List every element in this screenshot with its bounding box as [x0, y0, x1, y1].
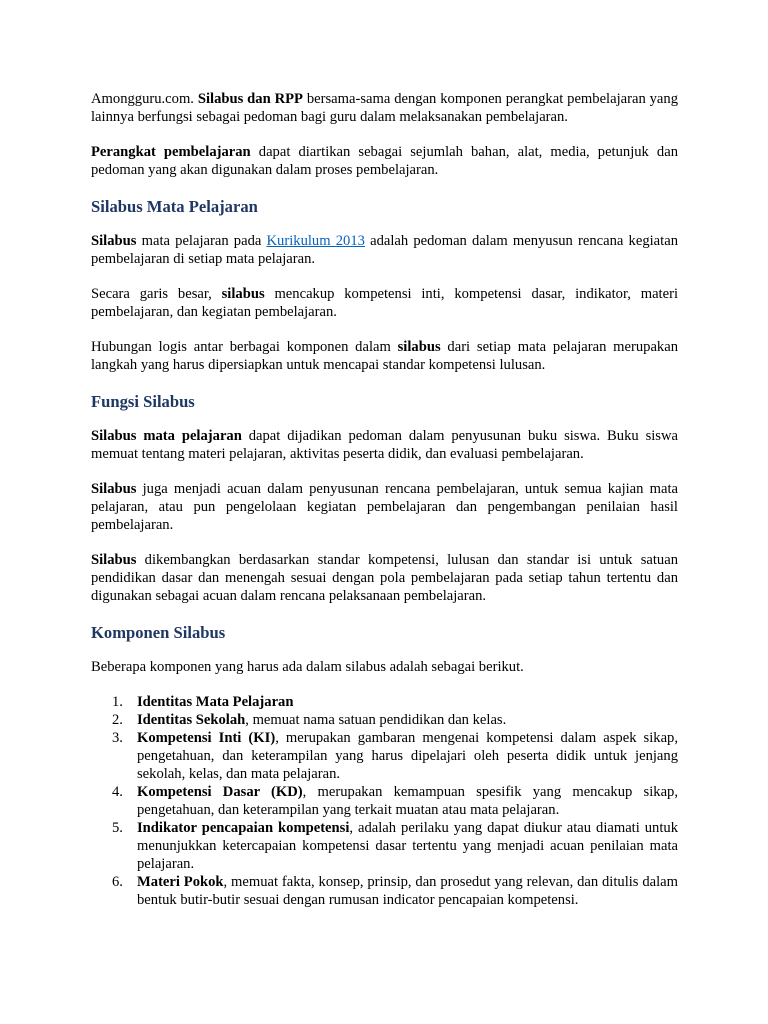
- fungsi-paragraph-1: [91, 427, 678, 463]
- list-item: 5. Indikator pencapaian kompetensi, adalah perilaku yang dapat diukur atau diamati untuk menunjukkan ketercapaian kompetensi dasar tertentu yang menjadi acuan penilaian mata pelajaran.: [112, 820, 678, 872]
- s1-p3-bold: silabus: [397, 339, 441, 355]
- s2-p1-bold: Silabus mata pelajaran: [91, 428, 242, 444]
- s1-p3-post: dari setiap mata pelajaran merupakan langkah yang harus dipersiapkan untuk mencapai standar kompetensi lulusan.: [91, 339, 678, 373]
- komponen-intro: Beberapa komponen yang harus ada dalam silabus adalah sebagai berikut.: [91, 659, 524, 675]
- heading-komponen-silabus: Komponen Silabus: [91, 623, 226, 642]
- intro-rest: bersama-sama dengan komponen perangkat pembelajaran yang lainnya berfungsi sebagai pedoman bagi guru dalam melaksanakan pembelajaran.: [91, 91, 678, 125]
- s1-p1-bold: Silabus: [91, 233, 137, 249]
- perangkat-paragraph: [91, 143, 678, 179]
- heading-fungsi-silabus: Fungsi Silabus: [91, 392, 195, 411]
- s1-p1-post: adalah pedoman dalam menyusun rencana kegiatan pembelajaran di setiap mata pelajaran.: [91, 233, 678, 267]
- list-item: 1. Identitas Mata Pelajaran: [112, 694, 294, 710]
- s2-p2-bold: Silabus: [91, 481, 137, 497]
- s2-p2-post: juga menjadi acuan dalam penyusunan rencana pembelajaran, untuk semua kajian mata pelajaran, atau pun pengelolaan kegiatan pembelajaran dan pengembangan penilaian hasil pembelajaran.: [91, 481, 678, 533]
- silabus-paragraph-1: [91, 232, 678, 268]
- perangkat-rest: dapat diartikan sebagai sejumlah bahan, alat, media, petunjuk dan pedoman yang akan digunakan dalam proses pembelajaran.: [91, 144, 678, 178]
- s1-p1-pre: mata pelajaran pada: [136, 233, 267, 249]
- s1-p2-bold: silabus: [221, 286, 265, 302]
- s1-p2-pre: Secara garis besar,: [91, 286, 222, 302]
- s2-p3-bold: Silabus: [91, 552, 137, 568]
- intro-site: Amongguru.com.: [91, 91, 194, 107]
- s2-p1-post: dapat dijadikan pedoman dalam penyusunan buku siswa. Buku siswa memuat tentang materi pelajaran, aktivitas peserta didik, dan evaluasi pembelajaran.: [91, 428, 678, 462]
- list-item: 6. Materi Pokok, memuat fakta, konsep, prinsip, dan prosedut yang relevan, dan ditulis dalam bentuk butir-butir sesuai dengan rumusan indicator pencapaian kompetensi.: [112, 874, 678, 908]
- list-item: 2. Identitas Sekolah, memuat nama satuan pendidikan dan kelas.: [112, 712, 507, 728]
- kurikulum-2013-link[interactable]: Kurikulum 2013: [266, 233, 365, 249]
- list-item: 4. Kompetensi Dasar (KD), merupakan kemampuan spesifik yang mencakup sikap, pengetahuan, dan keterampilan yang terkait muatan atau mata pelajaran.: [112, 784, 678, 818]
- s1-p2-post: mencakup kompetensi inti, kompetensi dasar, indikator, materi pembelajaran, dan kegiatan pembelajaran.: [91, 286, 678, 320]
- fungsi-paragraph-3: [91, 551, 678, 605]
- perangkat-bold: Perangkat pembelajaran: [91, 144, 251, 160]
- s2-p3-post: dikembangkan berdasarkan standar kompetensi, lulusan dan standar isi untuk satuan pendidikan dasar dan menengah sesuai dengan pola pembelajaran pada setiap tahun tertentu dan digunakan sebagai acuan dalam rencana pelaksanaan pembelajaran.: [91, 552, 678, 604]
- s1-p3-pre: Hubungan logis antar berbagai komponen dalam: [91, 339, 398, 355]
- silabus-paragraph-3: [91, 338, 678, 374]
- fungsi-paragraph-2: [91, 480, 678, 534]
- list-item: 3. Kompetensi Inti (KI), merupakan gambaran mengenai kompetensi dalam aspek sikap, pengetahuan, dan keterampilan yang harus dipelajari oleh peserta didik untuk jenjang sekolah, kelas, dan mata pelajaran.: [112, 730, 679, 782]
- intro-bold: Silabus dan RPP: [197, 91, 303, 107]
- silabus-paragraph-2: [91, 285, 678, 321]
- heading-silabus-mata-pelajaran: Silabus Mata Pelajaran: [91, 197, 258, 216]
- intro-paragraph: [91, 90, 678, 126]
- komponen-list: [91, 693, 678, 909]
